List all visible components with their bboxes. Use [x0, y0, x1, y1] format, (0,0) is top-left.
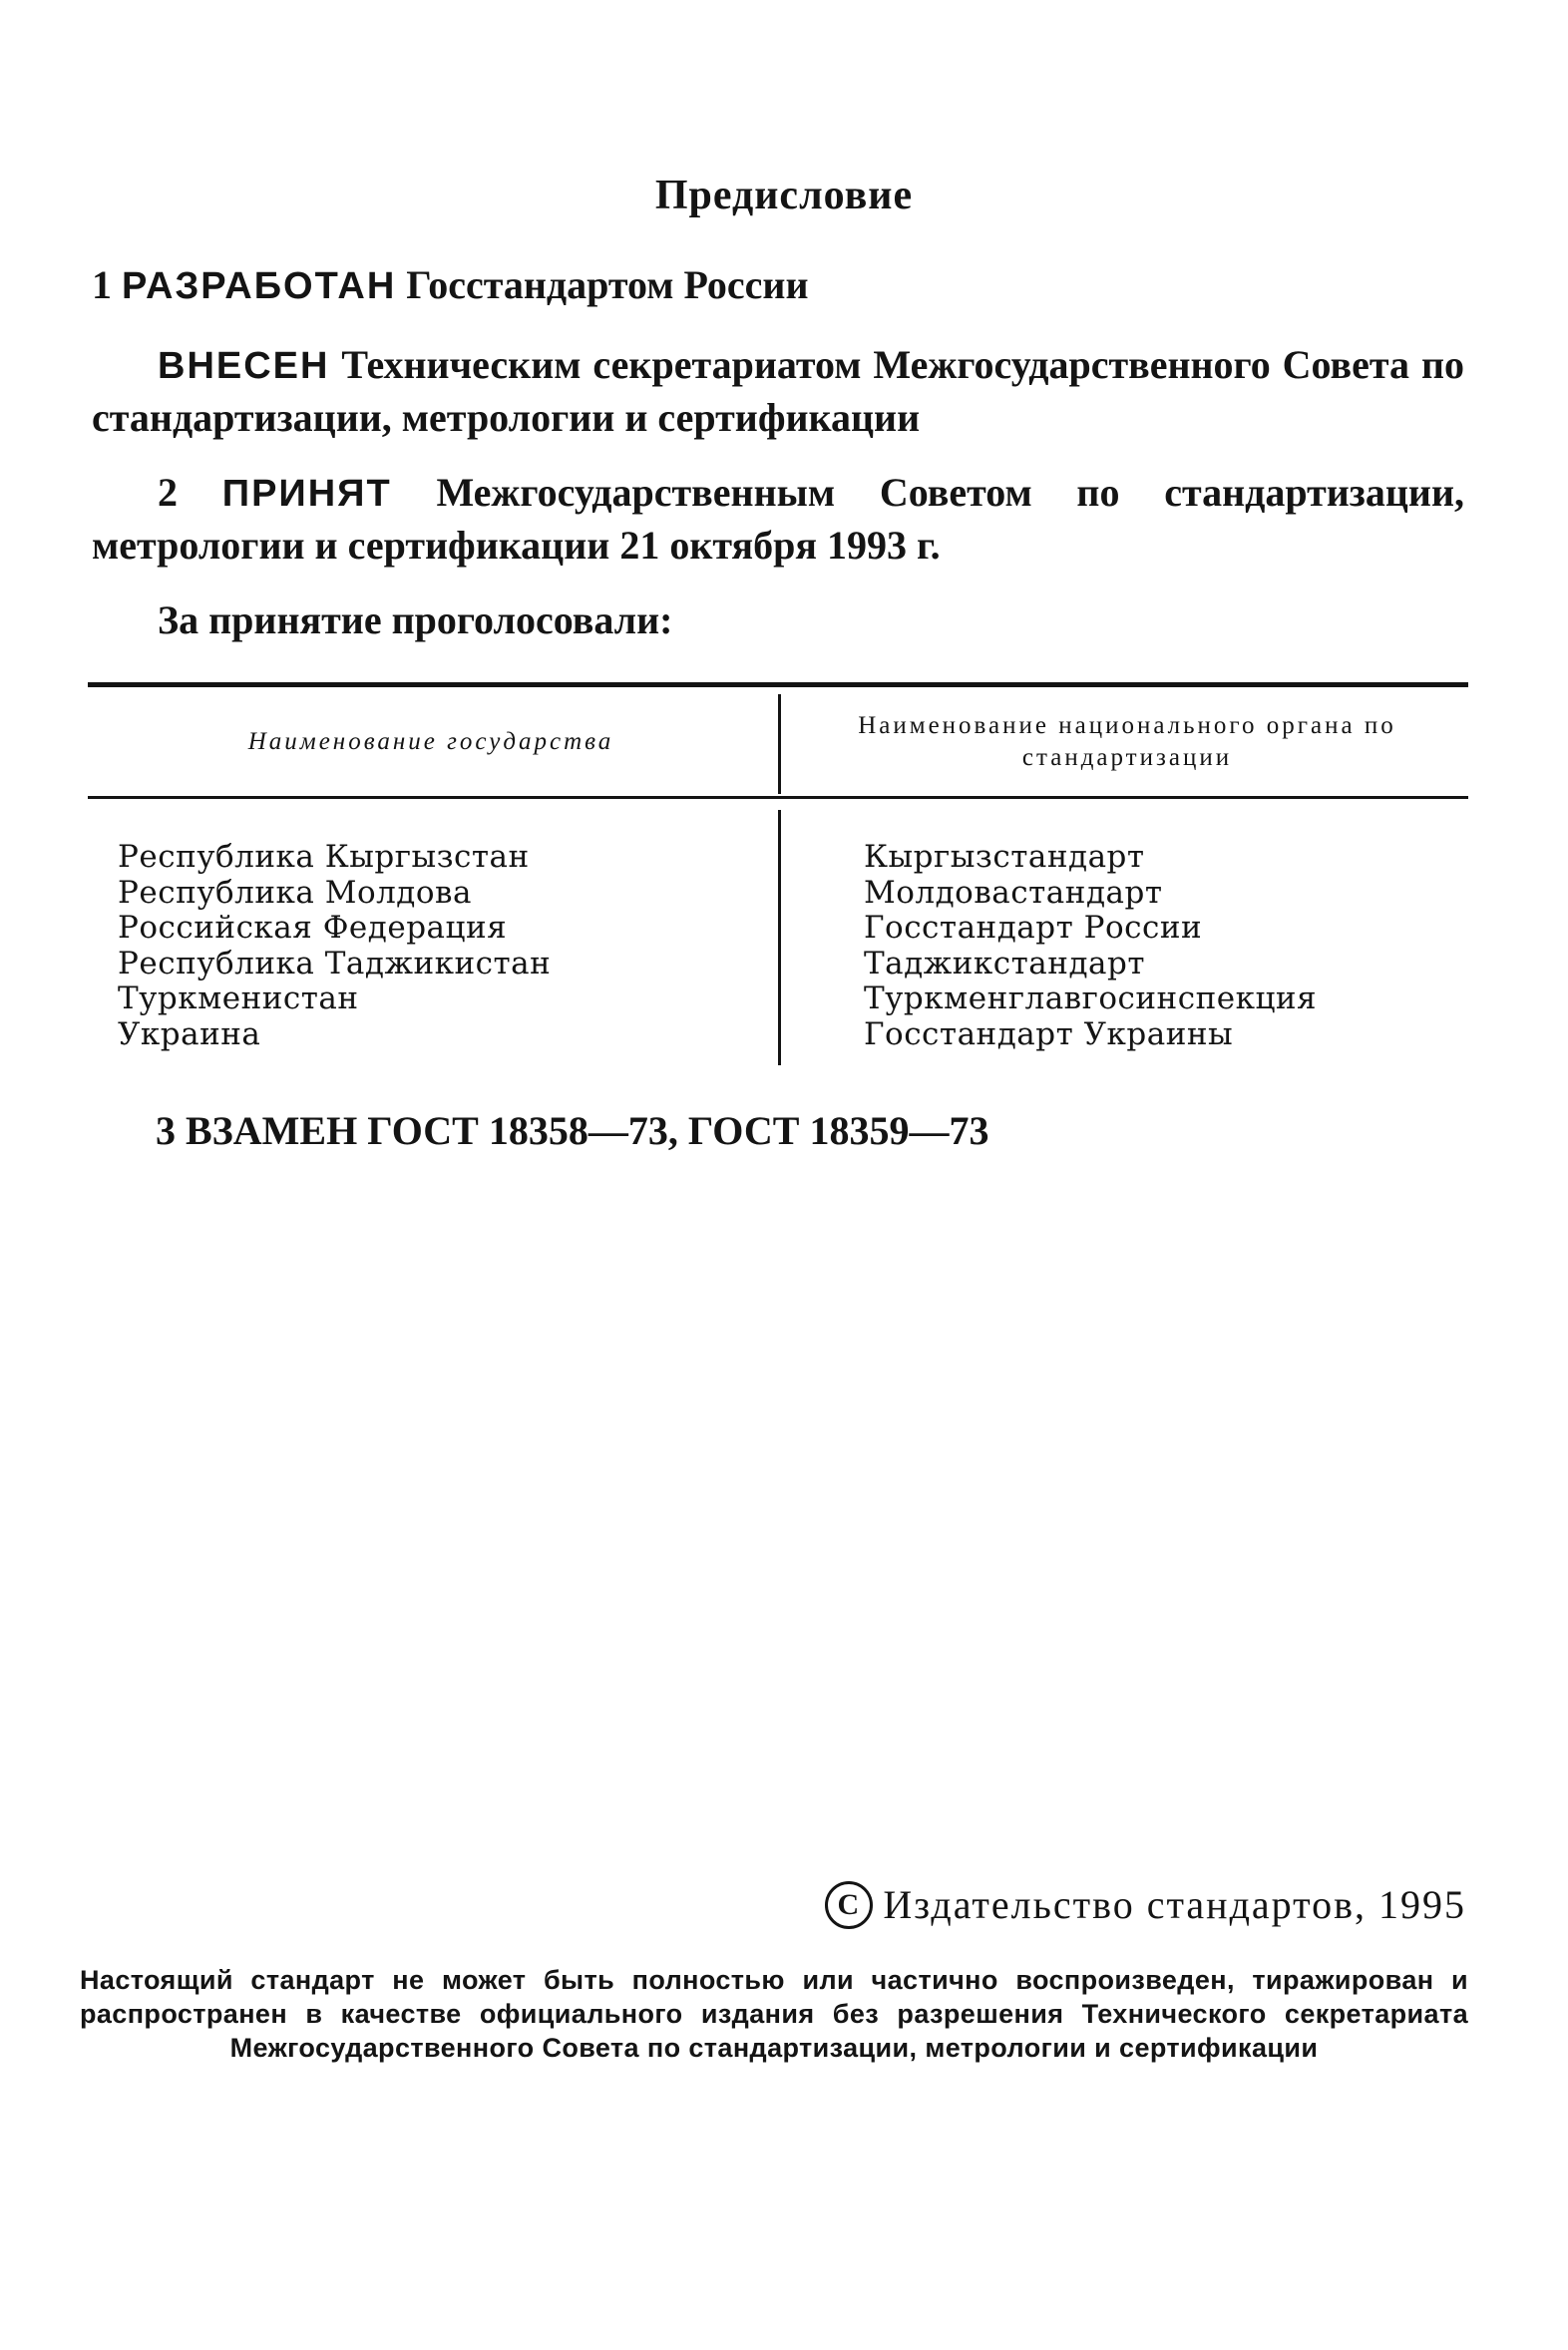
table-top-rule: [88, 682, 1468, 687]
table-cell-organ: Молдовастандарт: [864, 874, 1163, 911]
introduced-lead: ВНЕСЕН: [158, 345, 330, 387]
copyright-text: Издательство стандартов, 1995: [883, 1882, 1466, 1927]
states-column: [118, 840, 756, 1052]
developed-paragraph: [92, 259, 1464, 312]
developed-text: Госстандартом России: [406, 262, 809, 307]
table-cell-organ: Туркменглавгосинспекция: [864, 980, 1318, 1016]
table-cell-state: Туркменистан: [118, 980, 359, 1016]
developed-lead: РАЗРАБОТАН: [122, 265, 397, 307]
organs-column: [864, 840, 1462, 1052]
table-cell-organ: Госстандарт России: [864, 910, 1203, 946]
table-cell-organ: Таджикстандарт: [864, 945, 1146, 981]
introduced-paragraph: [92, 339, 1464, 444]
table-cell-state: Российская Федерация: [118, 910, 508, 946]
adopted-number: 2: [158, 470, 178, 515]
replaces-number: 3: [156, 1108, 176, 1153]
table-body-divider: [778, 810, 781, 1065]
table-header-state: Наименование государства: [247, 728, 614, 755]
copyright-icon: C: [825, 1881, 873, 1929]
table-cell-organ: Кыргызстандарт: [864, 839, 1145, 875]
table-header-rule: [88, 796, 1468, 799]
voted-paragraph: За принятие проголосовали:: [158, 597, 673, 642]
table-cell-state: Украина: [118, 1015, 261, 1052]
table-cell-state: Республика Молдова: [118, 874, 472, 911]
replaces-text: ГОСТ 18358—73, ГОСТ 18359—73: [367, 1108, 989, 1153]
adopted-lead: ПРИНЯТ: [221, 473, 392, 515]
adopted-text: Межгосударственным Советом по стандартизации, метрологии и сертификации 21 октября 1993 г.: [92, 470, 1465, 568]
table-cell-state: Республика Таджикистан: [118, 945, 552, 981]
reproduction-notice: Настоящий стандарт не может быть полностью или частично воспроизведен, тиражирован и распространен в качестве официального издания без разрешения Технического секретариата Межгосударственного Совета по стандартизации, метрологии и сертификации: [80, 1965, 1468, 2063]
replaces-paragraph: [156, 1105, 1528, 1157]
developed-number: 1: [92, 262, 112, 307]
introduced-text: Техническим секретариатом Межгосударственного Совета по стандартизации, метрологии и сертификации: [92, 342, 1464, 440]
table-cell-organ: Госстандарт Украины: [864, 1015, 1234, 1052]
table-header-divider: [778, 694, 781, 794]
table-header-organ: Наименование национального органа по стандартизации: [858, 712, 1396, 771]
copyright-line: [698, 1881, 1466, 1933]
page-title: Предисловие: [654, 173, 914, 218]
replaces-lead: ВЗАМЕН: [186, 1108, 358, 1153]
adopted-paragraph: [92, 467, 1464, 572]
table-cell-state: Республика Кыргызстан: [118, 839, 530, 875]
